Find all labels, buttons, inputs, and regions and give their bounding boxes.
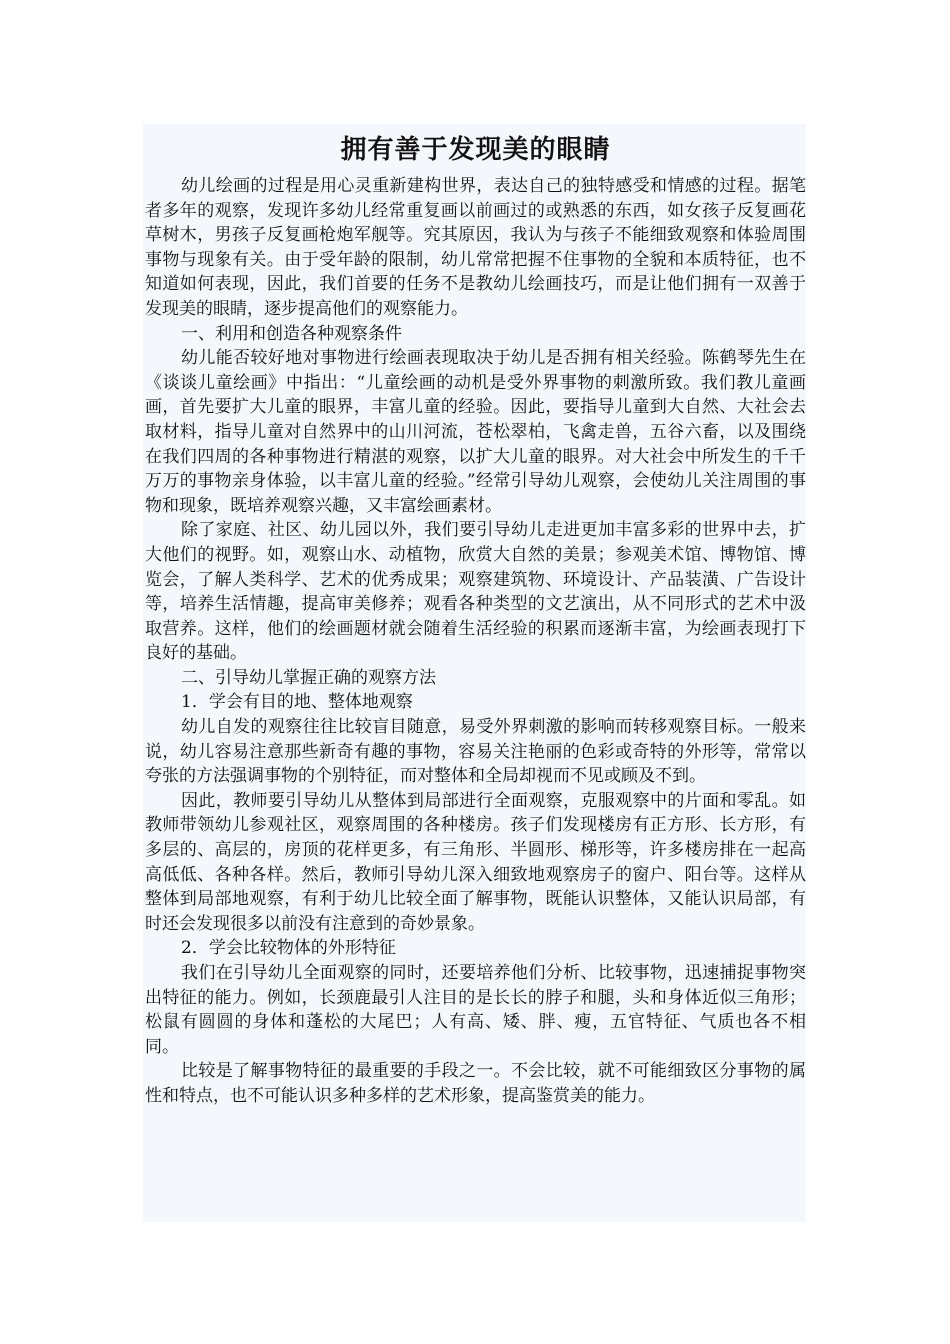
article-body — [143, 124, 806, 1222]
paragraph-compare-features: 我们在引导幼儿全面观察的同时，还要培养他们分析、比较事物，迅速捕捉事物突出特征的能力。例如，长颈鹿最引人注目的是长长的脖子和腿，头和身体近似三角形；松鼠有圆圆的身体和蓬松的大尾巴；人有高、矮、胖、瘦，五官特征、气质也各不相同。 — [145, 963, 806, 1057]
paragraph-spontaneous-observation: 幼儿自发的观察往往比较盲目随意，易受外界刺激的影响而转移观察目标。一般来说，幼儿容易注意那些新奇有趣的事物，容易关注艳丽的色彩或奇特的外形等，常常以夸张的方法强调事物的个别特征，而对整体和全局却视而不见或顾及不到。 — [145, 717, 806, 787]
paragraph-whole-to-part: 因此，教师要引导幼儿从整体到局部进行全面观察，克服观察中的片面和零乱。如教师带领幼儿参观社区，观察周围的各种楼房。孩子们发现楼房有正方形、长方形，有多层的、高层的，房顶的花样更多，有三角形、半圆形、梯形等，许多楼房排在一起高高低低、各种各样。然后，教师引导幼儿深入细致地观察房子的窗户、阳台等。这样从整体到局部地观察，有利于幼儿比较全面了解事物，既能认识整体，又能认识局部，有时还会发现很多以前没有注意到的奇妙景象。 — [145, 790, 806, 934]
paragraph-intro: 幼儿绘画的过程是用心灵重新建构世界，表达自己的独特感受和情感的过程。据笔者多年的观察，发现许多幼儿经常重复画以前画过的或熟悉的东西，如女孩子反复画花草树木，男孩子反复画枪炮军舰等。究其原因，我认为与孩子不能细致观察和体验周围事物与现象有关。由于受年龄的限制，幼儿常常把握不住事物的全貌和本质特征，也不知道如何表现，因此，我们首要的任务不是教幼儿绘画技巧，而是让他们拥有一双善于发现美的眼睛，逐步提高他们的观察能力。 — [145, 176, 806, 319]
section-heading-2: 二、引导幼儿掌握正确的观察方法 — [181, 667, 436, 688]
subsection-heading-2-2: 2．学会比较物体的外形特征 — [181, 938, 396, 959]
article-title: 拥有善于发现美的眼睛 — [340, 135, 611, 165]
paragraph-chen-heqin-quote: 幼儿能否较好地对事物进行绘画表现取决于幼儿是否拥有相关经验。陈鹤琴先生在《谈谈儿童绘画》中指出：“儿童绘画的动机是受外界事物的刺激所致。我们教儿童画画，首先要扩大儿童的眼界，丰富儿童的经验。因此，要指导儿童到大自然、大社会去取材料，指导儿童对自然界中的山川河流，苍松翠柏，飞禽走兽，五谷六畜，以及围绕在我们四周的各种事物进行精湛的观察，以扩大儿童的眼界。对大社会中所发生的千千万万的事物亲身体验，以丰富儿童的经验。”经常引导幼儿观察，会使幼儿关注周围的事物和现象，既培养观察兴趣，又丰富绘画素材。 — [145, 348, 806, 516]
paragraph-comparison-importance: 比较是了解事物特征的最重要的手段之一。不会比较，就不可能细致区分事物的属性和特点，也不可能认识多种多样的艺术形象，提高鉴赏美的能力。 — [145, 1061, 806, 1106]
paragraph-broaden-horizon: 除了家庭、社区、幼儿园以外，我们要引导幼儿走进更加丰富多彩的世界中去，扩大他们的视野。如，观察山水、动植物，欣赏大自然的美景；参观美术馆、博物馆、博览会，了解人类科学、艺术的优秀成果；观察建筑物、环境设计、产品装潢、广告设计等，培养生活情趣，提高审美修养；观看各种类型的文艺演出，从不同形式的艺术中汲取营养。这样，他们的绘画题材就会随着生活经验的积累而逐渐丰富，为绘画表现打下良好的基础。 — [145, 520, 806, 664]
subsection-heading-2-1: 1．学会有目的地、整体地观察 — [181, 692, 413, 713]
section-heading-1: 一、利用和创造各种观察条件 — [181, 323, 402, 344]
